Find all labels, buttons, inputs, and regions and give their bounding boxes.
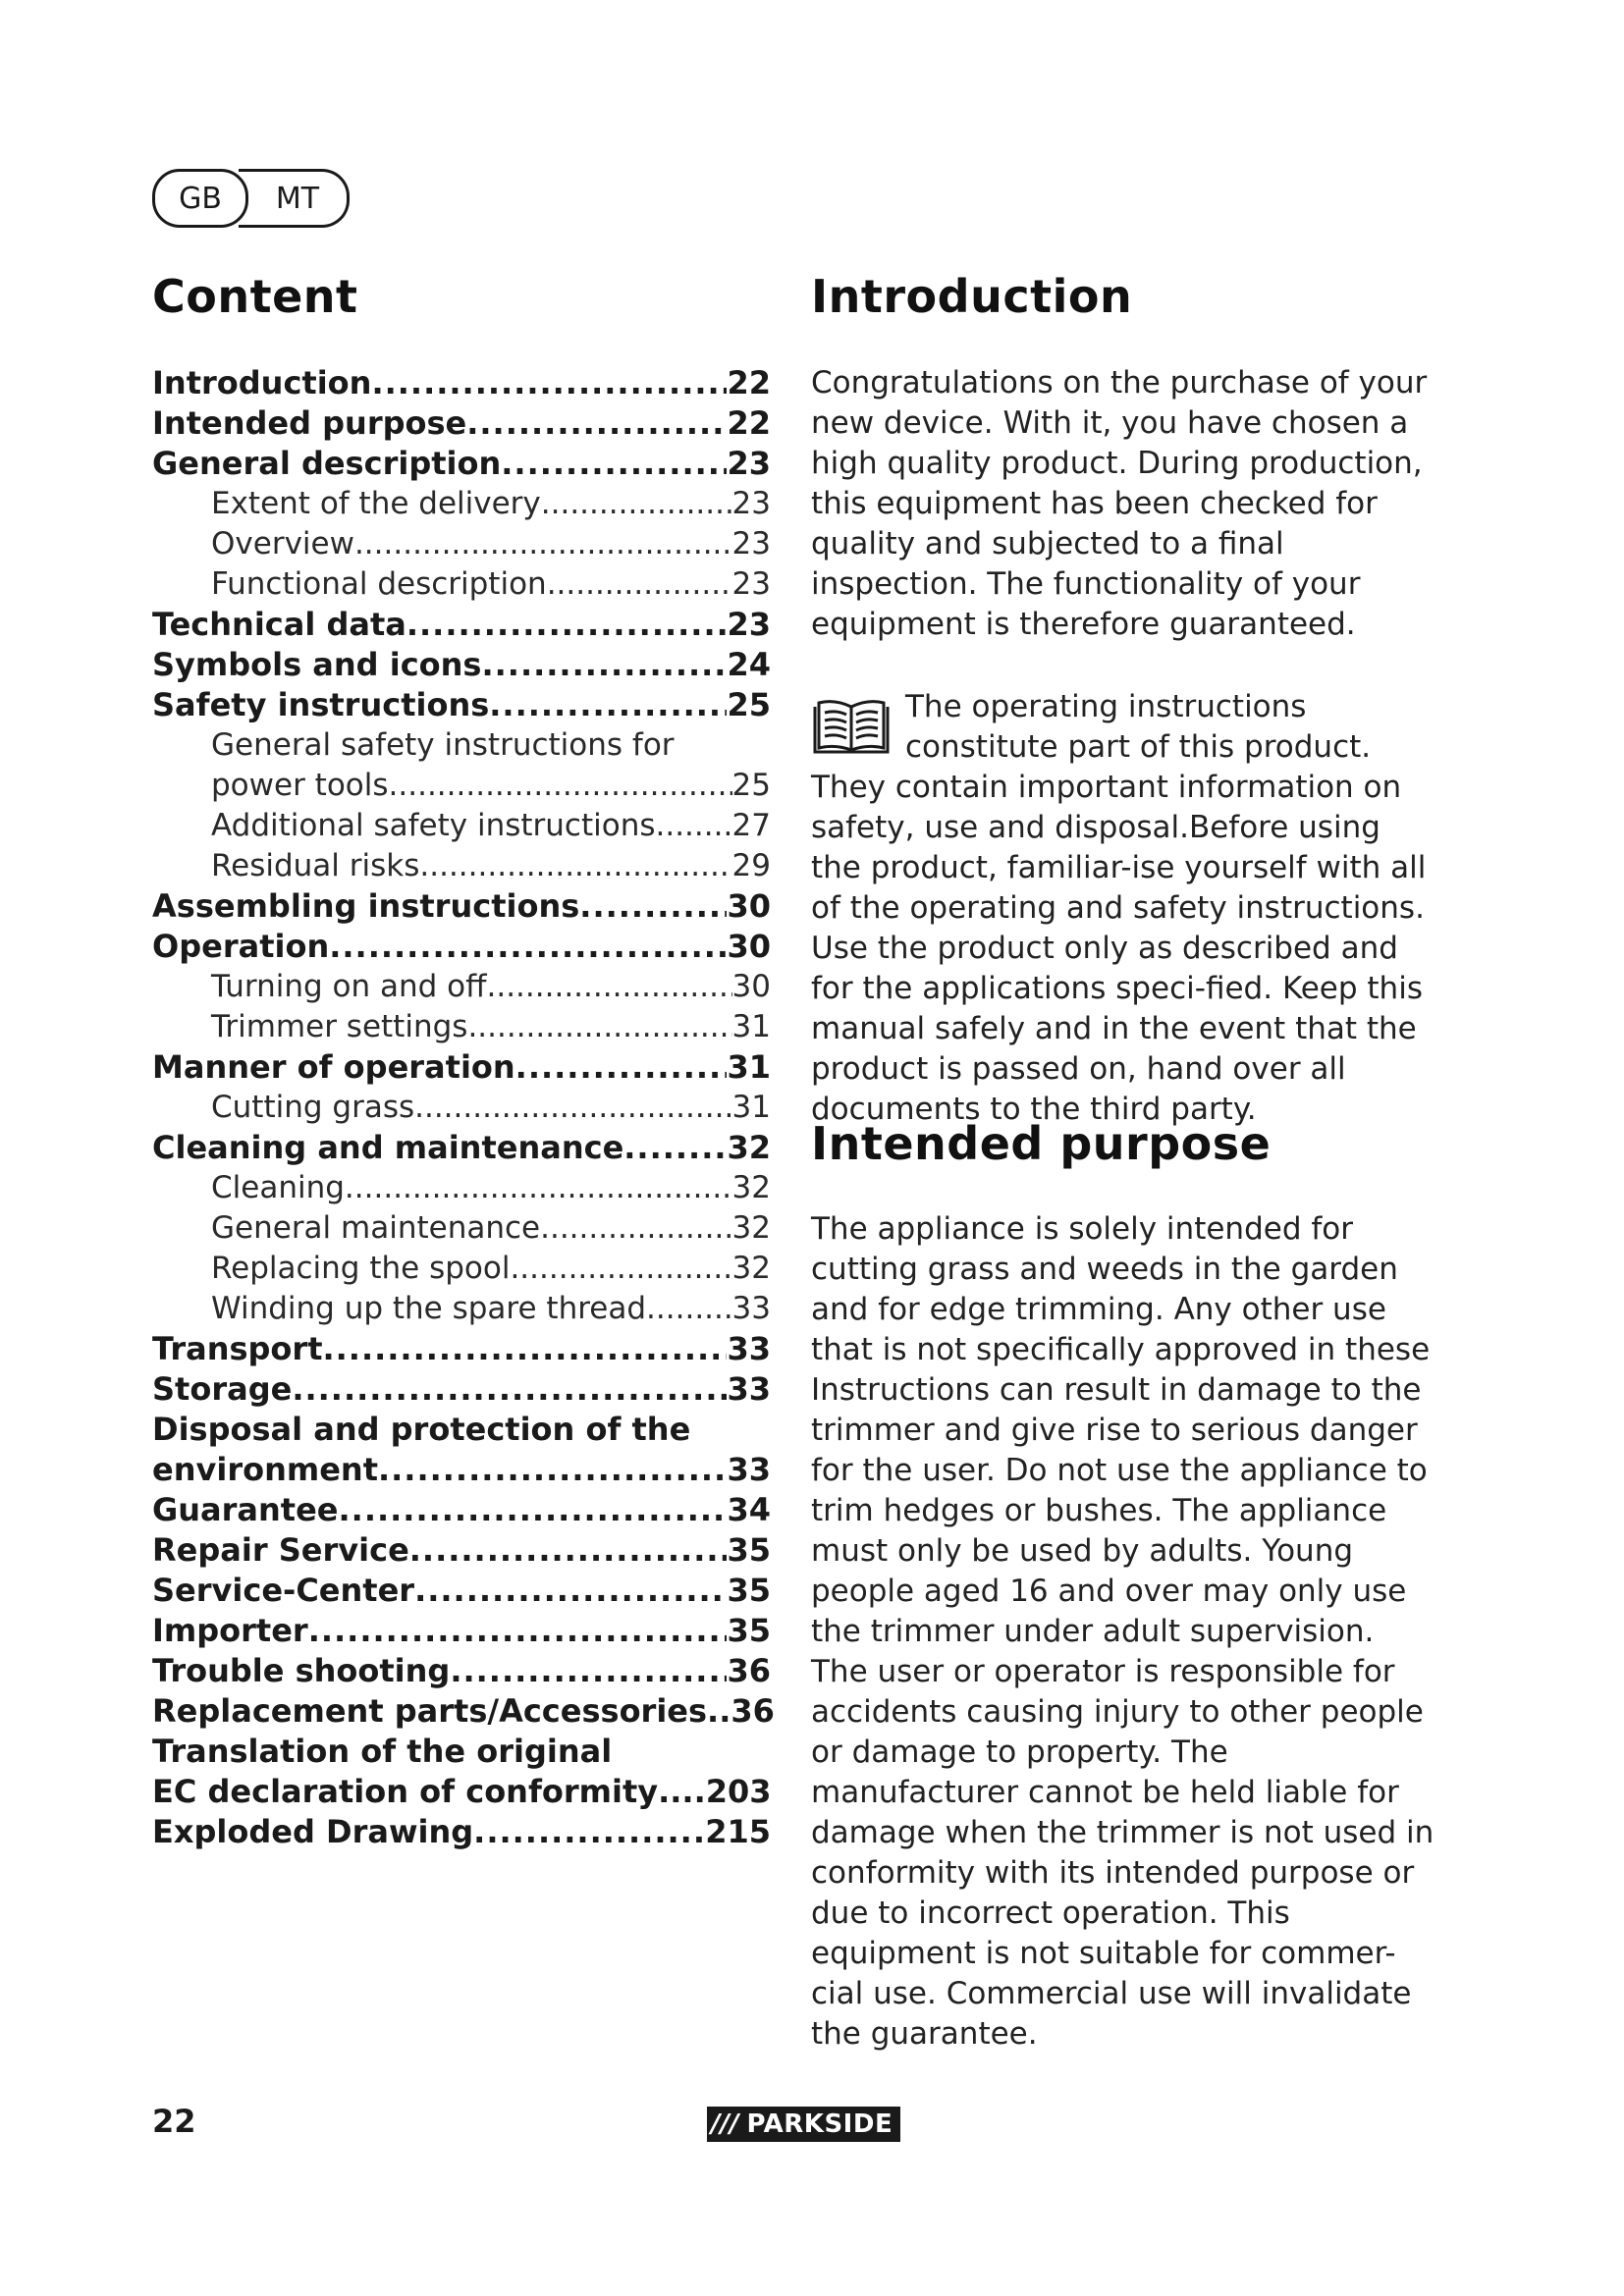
toc-entry-page: 33 <box>727 1330 771 1367</box>
toc-entry-page: 24 <box>727 646 771 683</box>
toc-entry-title: Disposal and protection of the <box>152 1411 691 1448</box>
toc-entry <box>152 886 771 927</box>
toc-entry-title: Intended purpose <box>152 404 467 442</box>
toc-entry-title: Replacing the spool <box>211 1251 511 1286</box>
toc-entry <box>152 444 771 484</box>
toc-entry-title: Functional description <box>211 566 547 602</box>
toc-entry-page: 35 <box>727 1531 771 1569</box>
logo-slashes: /// <box>707 2107 743 2142</box>
toc-leader-dots <box>339 1490 728 1530</box>
toc-entry <box>152 1812 771 1852</box>
toc-entry-page: 32 <box>731 1170 771 1205</box>
toc-entry-title: Introduction <box>152 364 372 401</box>
toc-entry <box>152 524 771 564</box>
toc-leader-dots <box>515 1047 728 1088</box>
language-badge-gb: GB <box>152 169 248 228</box>
toc-entry-title: Storage <box>152 1370 293 1408</box>
toc-leader-dots <box>510 1249 731 1289</box>
toc-entry <box>152 605 771 645</box>
toc-entry-title: Turning on and off <box>211 969 487 1004</box>
introduction-paragraph: Congratulations on the purchase of your new device. With it, you have chosen a high quality product. During production, this equipment has been checked for quality and subjected to a final inspection. The functionality of your equipment is therefore guaranteed. <box>811 365 1428 642</box>
toc-entry-title: Assembling instructions <box>152 887 580 925</box>
toc-entry <box>152 967 771 1007</box>
toc-leader-dots <box>354 524 732 564</box>
toc-entry-page: 23 <box>731 486 771 521</box>
toc-leader-dots <box>656 806 732 846</box>
intended-purpose-text-block <box>811 1209 1439 2055</box>
introduction-heading: Introduction <box>811 270 1133 323</box>
toc-entry-title: Guarantee <box>152 1491 339 1528</box>
toc-entry-page: 25 <box>727 686 771 723</box>
toc-entry-title: Translation of the original <box>152 1733 613 1770</box>
toc-entry-page: 22 <box>727 404 771 442</box>
toc-entry <box>152 1772 771 1812</box>
toc-entry <box>152 1168 771 1208</box>
toc-leader-dots <box>292 1369 727 1410</box>
toc-entry-page: 31 <box>727 1048 771 1086</box>
toc-entry-title: Importer <box>152 1612 308 1649</box>
toc-leader-dots <box>501 444 727 484</box>
instructions-note <box>811 687 1439 1130</box>
toc-entry-title: power tools <box>211 768 389 803</box>
toc-leader-dots <box>623 1128 727 1168</box>
toc-entry <box>152 1369 771 1410</box>
toc-entry-page: 34 <box>727 1491 771 1528</box>
toc-entry-page: 30 <box>727 928 771 965</box>
toc-leader-dots <box>308 1611 728 1651</box>
toc-leader-dots <box>322 1329 727 1369</box>
toc-entry-page: 25 <box>731 768 771 803</box>
toc-entry-title: Technical data <box>152 606 406 643</box>
toc-entry <box>152 1128 771 1168</box>
logo-text: PARKSIDE <box>743 2107 901 2142</box>
toc-leader-dots <box>540 1208 731 1249</box>
toc-entry-title: Symbols and icons <box>152 646 482 683</box>
toc-leader-dots <box>371 363 727 403</box>
toc-leader-dots <box>579 886 727 927</box>
toc-entry-title: Replacement parts/Accessories <box>152 1692 708 1730</box>
introduction-text-block <box>811 363 1439 645</box>
toc-entry-page: 31 <box>731 1009 771 1044</box>
toc-entry <box>152 1691 775 1732</box>
toc-entry-page: 23 <box>727 606 771 643</box>
toc-entry <box>152 1047 771 1088</box>
toc-entry <box>152 1611 771 1651</box>
toc-entry <box>152 725 771 766</box>
toc-entry <box>152 564 771 605</box>
toc-entry-title: Cleaning <box>211 1170 345 1205</box>
toc-leader-dots <box>409 1530 728 1571</box>
open-book-icon <box>811 697 892 758</box>
toc-entry <box>152 363 771 403</box>
toc-entry <box>152 1530 771 1571</box>
instructions-note-text: The operating instructions constitute part of this product. They contain important information on safety, use and disposal.Before using the product, familiar-ise yourself with all of the operating and safety instructions. Use the product only as described and for the applications speci-fied. Keep this manual safely and in the event that the product is passed on, hand over all documents to the third party. <box>811 689 1427 1127</box>
toc-entry-page: 29 <box>731 848 771 883</box>
language-badge-mt: MT <box>239 169 350 228</box>
toc-entry-title: Extent of the delivery <box>211 486 541 521</box>
toc-entry-title: General description <box>152 445 502 482</box>
toc-entry-page: 22 <box>727 364 771 401</box>
toc-leader-dots <box>466 403 727 444</box>
toc-entry <box>152 1410 771 1450</box>
toc-entry-title: Manner of operation <box>152 1048 515 1086</box>
toc-entry <box>152 846 771 886</box>
toc-entry <box>152 927 771 967</box>
toc-entry <box>152 1450 771 1490</box>
toc-leader-dots <box>450 1651 727 1691</box>
toc-entry-page: 35 <box>727 1612 771 1649</box>
toc-entry-page: 33 <box>727 1370 771 1408</box>
toc-entry-title: Safety instructions <box>152 686 490 723</box>
toc-entry-title: Exploded Drawing <box>152 1813 474 1850</box>
toc-entry <box>152 1651 771 1691</box>
toc-entry-title: EC declaration of conformity <box>152 1773 659 1810</box>
toc-entry <box>152 1088 771 1128</box>
toc-leader-dots <box>414 1571 727 1611</box>
toc-entry <box>152 1571 771 1611</box>
toc-entry-page: 33 <box>731 1291 771 1326</box>
toc-leader-dots <box>486 967 731 1007</box>
toc-entry-page: 23 <box>727 445 771 482</box>
toc-entry-title: Trimmer settings <box>211 1009 468 1044</box>
toc-leader-dots <box>646 1289 732 1329</box>
toc-entry-page: 215 <box>705 1813 771 1850</box>
toc-entry-title: Cleaning and maintenance <box>152 1129 624 1166</box>
toc-entry-title: Repair Service <box>152 1531 409 1569</box>
toc-entry-page: 32 <box>731 1251 771 1286</box>
toc-leader-dots <box>547 564 732 605</box>
parkside-logo <box>707 2107 900 2142</box>
toc-entry <box>152 1329 771 1369</box>
toc-entry-title: General maintenance <box>211 1210 541 1246</box>
toc-entry-page: 35 <box>727 1572 771 1609</box>
intended-purpose-paragraph: The appliance is solely intended for cutting grass and weeds in the garden and for edge trimming. Any other use that is not specifically approved in these Instructions can result in damage to the trimmer and give rise to serious danger for the user. Do not use the appliance to trim hedges or bushes. The appliance must only be used by adults. Young people aged 16 and over may only use the trimmer under adult supervision. The user or operator is responsible for accidents causing injury to other people or damage to property. The manufacturer cannot be held liable for damage when the trimmer is not used in conformity with its intended purpose or due to incorrect operation. This equipment is not suitable for commer-cial use. Commercial use will invalidate the guarantee. <box>811 1211 1435 2052</box>
toc-entry-page: 36 <box>727 1652 771 1689</box>
toc-leader-dots <box>690 1410 771 1450</box>
toc-leader-dots <box>329 927 727 967</box>
toc-entry-page: 31 <box>731 1090 771 1125</box>
language-badges <box>152 169 358 226</box>
toc-entry <box>152 1289 771 1329</box>
toc-entry-title: Transport <box>152 1330 323 1367</box>
toc-entry-title: Service-Center <box>152 1572 415 1609</box>
content-heading: Content <box>152 270 358 323</box>
table-of-contents <box>152 363 775 1852</box>
toc-entry-title: Residual risks <box>211 848 420 883</box>
toc-entry-page: 27 <box>731 808 771 843</box>
toc-entry-title: Operation <box>152 928 330 965</box>
toc-entry-page: 32 <box>731 1210 771 1246</box>
toc-entry-page: 30 <box>731 969 771 1004</box>
toc-entry <box>152 1732 771 1772</box>
toc-entry <box>152 645 771 685</box>
toc-entry-title: Additional safety instructions <box>211 808 656 843</box>
toc-entry <box>152 1490 771 1530</box>
toc-entry-page: 33 <box>727 1451 771 1488</box>
toc-entry <box>152 484 771 524</box>
toc-entry-title: Winding up the spare thread <box>211 1291 647 1326</box>
toc-entry <box>152 1249 771 1289</box>
toc-leader-dots <box>406 605 728 645</box>
toc-entry-page: ....203 <box>658 1773 772 1810</box>
toc-entry-title: environment <box>152 1451 378 1488</box>
toc-leader-dots <box>378 1450 727 1490</box>
toc-entry-title: General safety instructions for <box>211 727 675 763</box>
toc-entry-page: ..36 <box>707 1692 775 1730</box>
toc-entry-page: 23 <box>731 526 771 561</box>
toc-leader-dots <box>414 1088 731 1128</box>
page-number: 22 <box>152 2103 196 2140</box>
intended-purpose-heading: Intended purpose <box>811 1117 1272 1170</box>
toc-leader-dots <box>481 645 727 685</box>
toc-leader-dots <box>419 846 731 886</box>
toc-entry-title: Overview <box>211 526 354 561</box>
toc-entry <box>152 1007 771 1047</box>
toc-entry <box>152 403 771 444</box>
toc-leader-dots <box>675 725 771 766</box>
toc-entry-title: Cutting grass <box>211 1090 415 1125</box>
toc-entry-page: 23 <box>731 566 771 602</box>
toc-leader-dots <box>541 484 732 524</box>
toc-entry <box>152 1208 771 1249</box>
toc-leader-dots <box>467 1007 731 1047</box>
toc-leader-dots <box>345 1168 732 1208</box>
toc-entry-title: Trouble shooting <box>152 1652 451 1689</box>
toc-entry <box>152 806 771 846</box>
toc-leader-dots <box>489 685 727 725</box>
toc-entry-page: 30 <box>727 887 771 925</box>
toc-entry <box>152 766 771 806</box>
toc-leader-dots <box>389 766 732 806</box>
toc-leader-dots <box>612 1732 771 1772</box>
toc-entry-page: 32 <box>727 1129 771 1166</box>
toc-entry <box>152 685 771 725</box>
toc-leader-dots <box>473 1812 705 1852</box>
